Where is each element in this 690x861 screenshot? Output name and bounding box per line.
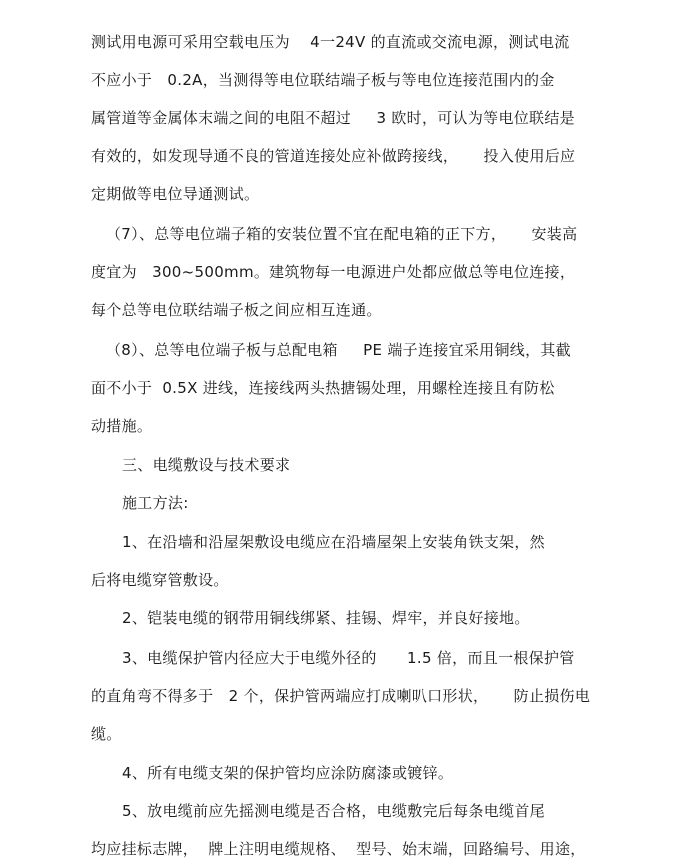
text-line: 5、放电缆前应先摇测电缆是否合格，电缆敷完后每条电缆首尾 (122, 802, 545, 820)
text-line: 面不小于 0.5X 进线，连接线两头热搪锡处理，用螺栓连接且有防松 (91, 379, 555, 397)
text-line: 属管道等金属体末端之间的电阻不超过 3 欧时，可认为等电位联结是 (91, 109, 575, 127)
text-line: 每个总等电位联结端子板之间应相互连通。 (91, 301, 382, 319)
text-line: 的直角弯不得多于 2 个，保护管两端应打成喇叭口形状， 防止损伤电 (91, 687, 591, 705)
text-line: 1、在沿墙和沿屋架敷设电缆应在沿墙屋架上安装角铁支架，然 (122, 533, 545, 551)
subheading: 施工方法: (122, 494, 189, 512)
text-line: （8）、总等电位端子板与总配电箱 PE 端子连接宜采用铜线，其截 (106, 341, 571, 359)
text-line: 度宜为 300~500mm。建筑物每一电源进户处都应做总等电位连接， (91, 263, 576, 281)
text-line: 后将电缆穿管敷设。 (91, 571, 229, 589)
text-line: 2、铠装电缆的钢带用铜线绑紧、挂锡、焊牢，并良好接地。 (122, 609, 530, 627)
text-line: 缆。 (91, 725, 122, 743)
text-line: 4、所有电缆支架的保护管均应涂防腐漆或镀锌。 (122, 764, 454, 782)
text-line: 定期做等电位导通测试。 (91, 185, 260, 203)
text-line: （7）、总等电位端子箱的安装位置不宜在配电箱的正下方， 安装高 (106, 225, 578, 243)
text-line: 3、电缆保护管内径应大于电缆外径的 1.5 倍，而且一根保护管 (122, 649, 575, 667)
text-line: 不应小于 0.2A，当测得等电位联结端子板与等电位连接范围内的金 (91, 71, 555, 89)
section-heading: 三、电缆敷设与技术要求 (122, 456, 291, 474)
text-line: 动措施。 (91, 417, 153, 435)
text-line: 测试用电源可采用空载电压为 4一24V 的直流或交流电源，测试电流 (91, 33, 570, 51)
text-line: 均应挂标志牌， 牌上注明电缆规格、 型号、始末端，回路编号、用途， (91, 840, 586, 858)
text-line: 有效的，如发现导通不良的管道连接处应补做跨接线， 投入使用后应 (91, 147, 576, 165)
